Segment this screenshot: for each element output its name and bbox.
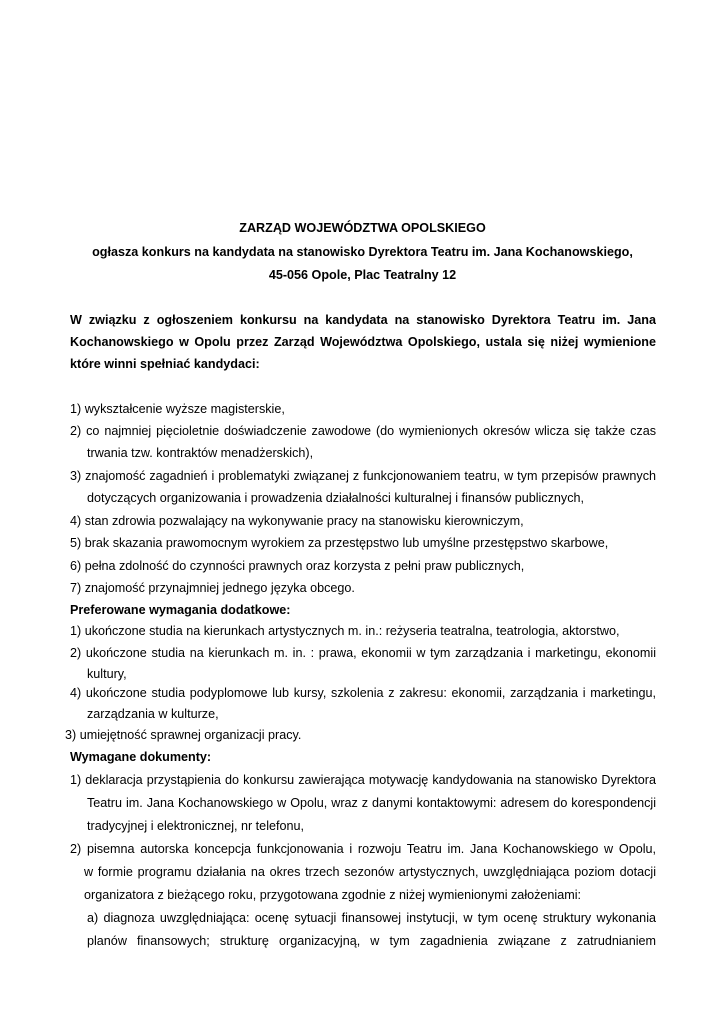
org-title: ZARZĄD WOJEWÓDZTWA OPOLSKIEGO	[239, 221, 486, 235]
criteria-item-1: 1) wykształcenie wyższe magisterskie,	[70, 402, 285, 416]
address-line: 45-056 Opole, Plac Teatralny 12	[268, 268, 457, 282]
criteria-item-3-cont: dotyczących organizowania i prowadzenia działalności kulturalnej i finansów publicznych,	[87, 491, 585, 505]
preferred-item-1: 1) ukończone studia na kierunkach artystycznych m. in.: reżyseria teatralna, teatrologia, aktorstwo,	[70, 624, 620, 638]
documents-heading: Wymagane dokumenty:	[70, 750, 212, 764]
documents-item-2: 2) pisemna autorska koncepcja funkcjonowania i rozwoju Teatru im. Jana Kochanowskiego w Opolu,	[70, 842, 656, 856]
criteria-item-2: 2) co najmniej pięcioletnie doświadczenie zawodowe (do wymienionych okresów wlicza się także czas	[70, 424, 656, 438]
criteria-item-2-cont: trwania tzw. kontraktów menadżerskich),	[87, 446, 314, 460]
criteria-item-5: 5) brak skazania prawomocnym wyrokiem za przestępstwo lub umyślne przestępstwo skarbowe,	[70, 536, 609, 550]
intro-line-3: które winni spełniać kandydaci:	[70, 357, 260, 371]
preferred-item-4: 4) ukończone studia podyplomowe lub kursy, szkolenia z zakresu: ekonomii, zarządzania i marketingu,	[70, 686, 656, 700]
preferred-item-2: 2) ukończone studia na kierunkach m. in. : prawa, ekonomii w tym zarządzania i marketingu, ekonomii	[70, 646, 656, 660]
documents-item-1: 1) deklaracja przystąpienia do konkursu zawierająca motywację kandydowania na stanowisko Dyrektora	[70, 773, 656, 787]
criteria-item-6: 6) pełna zdolność do czynności prawnych oraz korzysta z pełni praw publicznych,	[70, 559, 525, 573]
preferred-item-3: 3) umiejętność sprawnej organizacji pracy.	[65, 728, 302, 742]
documents-subitem-a: a) diagnoza uwzględniająca: ocenę sytuacji finansowej instytucji, w tym ocenę struktury wykonania	[87, 911, 656, 925]
preferred-item-2-cont: kultury,	[87, 667, 127, 681]
intro-line-2: Kochanowskiego w Opolu przez Zarząd Województwa Opolskiego, ustala się niżej wymienione	[70, 335, 656, 349]
criteria-item-4: 4) stan zdrowia pozwalający na wykonywanie pracy na stanowisku kierowniczym,	[70, 514, 524, 528]
documents-item-2-cont-2: organizatora z bieżącego roku, przygotowana zgodnie z niżej wymienionymi założeniami:	[84, 888, 582, 902]
documents-item-1-cont-1: Teatru im. Jana Kochanowskiego w Opolu, wraz z danymi kontaktowymi: adresem do korespondencji	[87, 796, 656, 810]
criteria-item-7: 7) znajomość przynajmniej jednego języka obcego.	[70, 581, 355, 595]
documents-subitem-a-cont: planów finansowych; strukturę organizacyjną, w tym zagadnienia związane z zatrudnianiem	[87, 934, 656, 948]
announcement-line: ogłasza konkurs na kandydata na stanowisko Dyrektora Teatru im. Jana Kochanowskiego,	[92, 245, 633, 259]
preferred-item-4-cont: zarządzania w kulturze,	[87, 707, 219, 721]
documents-item-2-cont-1: w formie programu działania na okres trzech sezonów artystycznych, uwzględniająca poziom dotacji	[84, 865, 656, 879]
documents-item-1-cont-2: tradycyjnej i elektronicznej, nr telefonu,	[87, 819, 305, 833]
intro-line-1: W związku z ogłoszeniem konkursu na kandydata na stanowisko Dyrektora Teatru im. Jana	[70, 313, 656, 327]
criteria-item-3: 3) znajomość zagadnień i problematyki związanej z funkcjonowaniem teatru, w tym przepisów prawnych	[70, 469, 656, 483]
preferred-heading: Preferowane wymagania dodatkowe:	[70, 603, 291, 617]
